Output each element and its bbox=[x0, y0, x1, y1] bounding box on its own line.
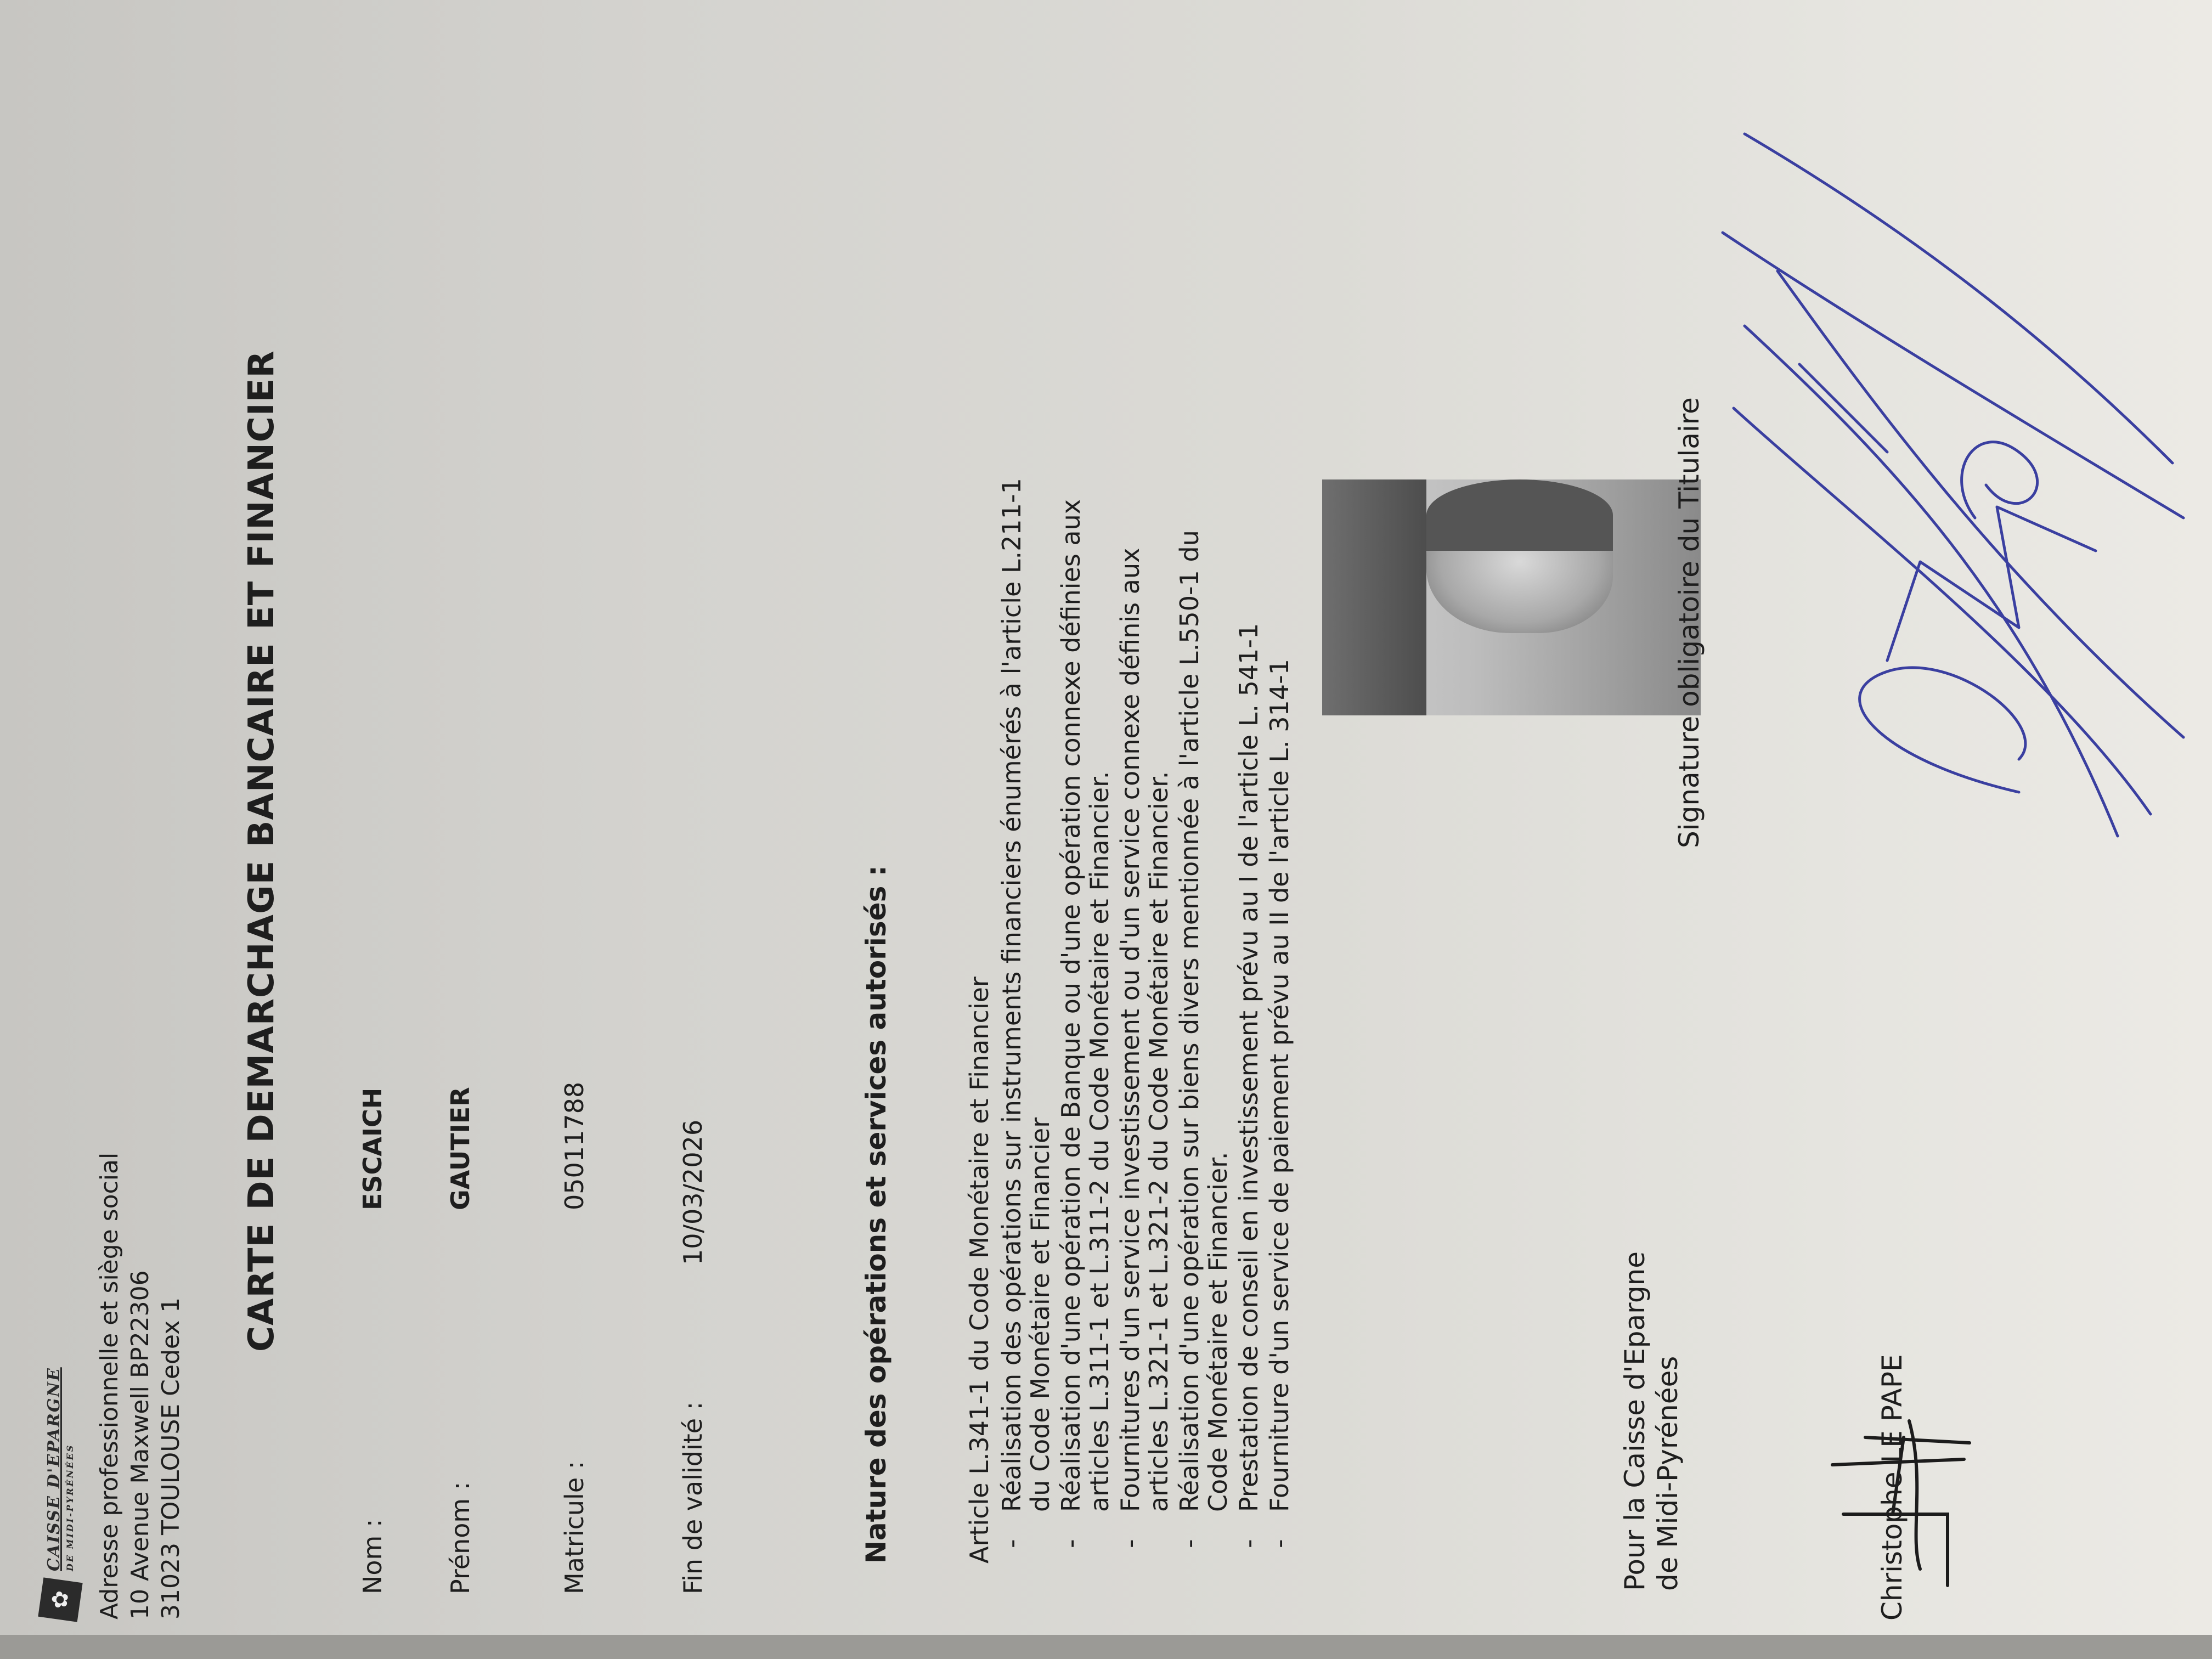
operations-heading: Nature des opérations et services autorisés : bbox=[860, 865, 892, 1564]
list-item: - Prestation de conseil en investissement prévu au I de l'article L. 541-1 bbox=[1234, 623, 1263, 1548]
validite-value: 10/03/2026 bbox=[678, 1119, 708, 1265]
nom-label: Nom : bbox=[358, 1519, 387, 1594]
article-reference: Article L.341-1 du Code Monétaire et Financier bbox=[964, 977, 994, 1564]
titular-signature-label: Signature obligatoire du Titulaire bbox=[1673, 397, 1705, 848]
list-item: - Réalisation d'une opération de Banque ou d'une opération connexe définies aux articles L.311-1 et L.311-2 du Code Monétaire et Financier. bbox=[1056, 499, 1114, 1548]
prenom-label: Prénom : bbox=[445, 1481, 475, 1594]
list-item: - Réalisation d'une opération sur biens divers mentionnée à l'article L.550-1 du Code Monétaire et Financier. bbox=[1175, 530, 1233, 1548]
list-item: - Fourniture d'un service de paiement prévu au II de l'article L. 314-1 bbox=[1265, 659, 1294, 1548]
nom-value: ESCAICH bbox=[358, 1087, 387, 1210]
signer-name: Christophe LE PAPE bbox=[1876, 1354, 1908, 1621]
address-block bbox=[94, 1153, 187, 1620]
list-item: - Fournitures d'un service investissement ou d'un service connexe définis aux articles L.321-1 et L.321-2 du Code Monétaire et Financier. bbox=[1115, 548, 1173, 1548]
matricule-value: 05011788 bbox=[560, 1081, 589, 1210]
issuer-line: de Midi-Pyrénées bbox=[1652, 1356, 1684, 1591]
address-line: 31023 TOULOUSE Cedex 1 bbox=[157, 1297, 185, 1620]
address-line: 10 Avenue Maxwell BP22306 bbox=[126, 1270, 154, 1620]
logo-sub-text: DE MIDI-PYRÉNÉES bbox=[65, 1443, 75, 1571]
squirrel-logo-icon: ✿ bbox=[38, 1577, 82, 1622]
issuer-line: Pour la Caisse d'Epargne bbox=[1619, 1251, 1651, 1591]
validite-label: Fin de validité : bbox=[678, 1401, 708, 1594]
issuer-block bbox=[1618, 1251, 1684, 1591]
address-line: Adresse professionnelle et siège social bbox=[95, 1152, 123, 1620]
prenom-value: GAUTIER bbox=[445, 1087, 475, 1210]
matricule-label: Matricule : bbox=[560, 1460, 589, 1594]
logo-brand-text: CAISSE D'EPARGNE bbox=[44, 1367, 64, 1571]
operations-list bbox=[997, 478, 1296, 1564]
document-title: CARTE DE DEMARCHAGE BANCAIRE ET FINANCIER bbox=[241, 350, 282, 1352]
titular-signature bbox=[1712, 13, 2205, 902]
bank-logo bbox=[33, 1367, 88, 1620]
holder-portrait-photo bbox=[1322, 479, 1701, 715]
list-item: - Réalisation des opérations sur instruments financiers énumérés à l'article L.211-1 du Code Monétaire et Financier bbox=[997, 478, 1055, 1548]
